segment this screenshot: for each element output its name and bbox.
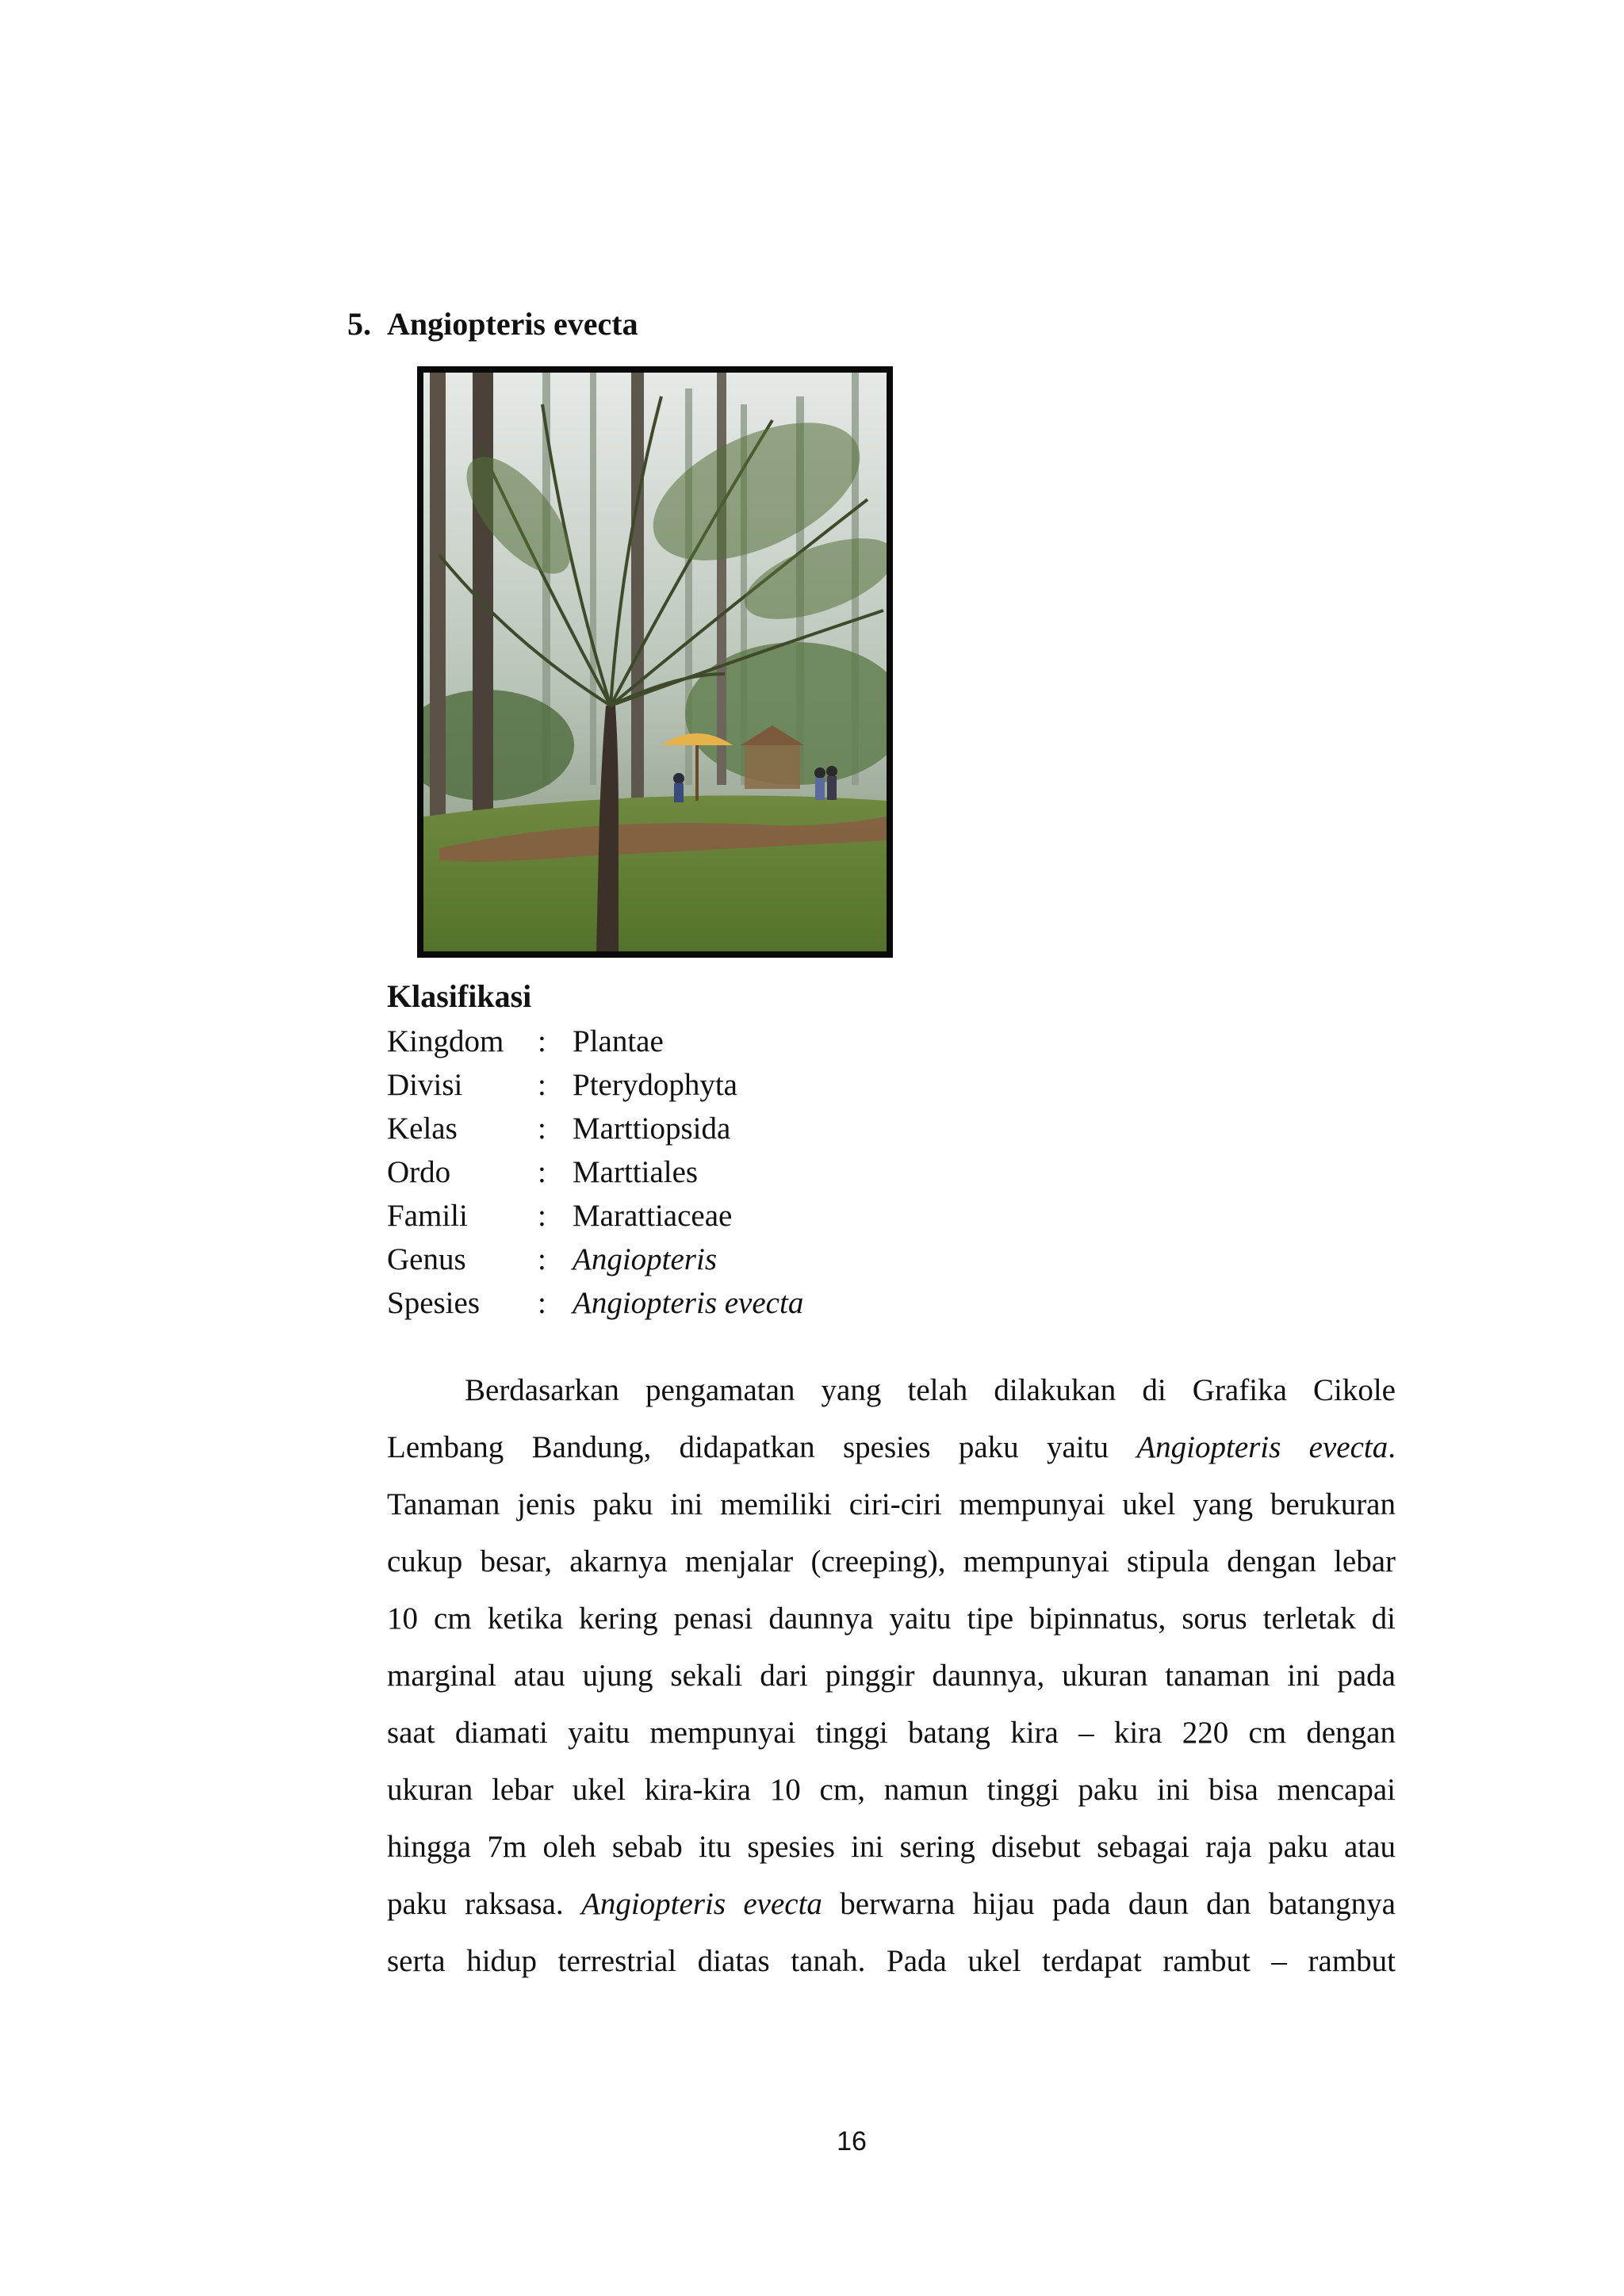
species-name-italic: Angiopteris evecta xyxy=(1136,1430,1388,1464)
paragraph-text: berwarna hijau pada daun dan batangnya xyxy=(822,1887,1396,1921)
fern-photo-illustration xyxy=(423,373,887,951)
classification-title: Klasifikasi xyxy=(387,978,532,1014)
classification-value: Marttiopsida xyxy=(573,1112,731,1146)
paragraph-line xyxy=(387,1876,1396,1933)
classification-colon: : xyxy=(538,1112,546,1146)
paragraph-text: Tanaman jenis paku ini memiliki ciri-ciri mempunyai ukel yang berukuran xyxy=(387,1487,1396,1521)
paragraph-text: serta hidup terrestrial diatas tanah. Pada ukel terdapat rambut – rambut xyxy=(387,1944,1396,1978)
classification-key: Ordo xyxy=(387,1155,451,1189)
paragraph-line xyxy=(387,1819,1396,1876)
paragraph-line xyxy=(387,1762,1396,1819)
section-title: Angiopteris evecta xyxy=(387,306,638,342)
classification-colon: : xyxy=(538,1024,546,1058)
classification-key: Divisi xyxy=(387,1068,463,1102)
page-number: 16 xyxy=(837,2126,867,2156)
paragraph-line xyxy=(387,1362,1396,1419)
paragraph-line xyxy=(387,1590,1396,1647)
classification-row xyxy=(387,1020,803,1063)
classification-colon: : xyxy=(538,1286,546,1320)
paragraph-text: hingga 7m oleh sebab itu spesies ini sering disebut sebagai raja paku atau xyxy=(387,1830,1396,1864)
classification-colon: : xyxy=(538,1199,546,1233)
species-name-italic: Angiopteris evecta xyxy=(581,1887,822,1921)
classification-value: Marttiales xyxy=(573,1155,699,1189)
paragraph-line xyxy=(387,1533,1396,1590)
paragraph-text: paku raksasa. xyxy=(387,1887,582,1921)
section-number: 5. xyxy=(347,306,371,342)
classification-colon: : xyxy=(538,1068,546,1102)
classification-value: Angiopteris xyxy=(573,1242,717,1276)
paragraph-text: Berdasarkan pengamatan yang telah dilakukan di Grafika Cikole xyxy=(465,1373,1396,1407)
paragraph-line xyxy=(387,1647,1396,1705)
classification-row xyxy=(387,1150,803,1194)
paragraph-text: Lembang Bandung, didapatkan spesies paku yaitu xyxy=(387,1430,1137,1464)
classification-key: Spesies xyxy=(387,1286,480,1320)
classification-value: Pterydophyta xyxy=(573,1068,737,1102)
paragraph-line xyxy=(387,1933,1396,1990)
paragraph-text: ukuran lebar ukel kira-kira 10 cm, namun tinggi paku ini bisa mencapai xyxy=(387,1773,1396,1807)
classification-row xyxy=(387,1107,803,1150)
classification-key: Famili xyxy=(387,1199,468,1233)
classification-key: Kingdom xyxy=(387,1024,504,1058)
classification-key: Genus xyxy=(387,1242,466,1276)
section-heading xyxy=(347,305,638,342)
paragraph-text: marginal atau ujung sekali dari pinggir daunnya, ukuran tanaman ini pada xyxy=(387,1659,1396,1693)
classification-value: Plantae xyxy=(573,1024,664,1058)
paragraph-line xyxy=(387,1419,1396,1476)
paragraph-text: cukup besar, akarnya menjalar (creeping), mempunyai stipula dengan lebar xyxy=(387,1544,1396,1578)
classification-key: Kelas xyxy=(387,1112,458,1146)
paragraph-line xyxy=(387,1705,1396,1762)
classification-value: Angiopteris evecta xyxy=(573,1286,804,1320)
classification-table xyxy=(387,1020,803,1325)
classification-row xyxy=(387,1281,803,1325)
description-paragraph xyxy=(387,1362,1396,1990)
classification-row xyxy=(387,1238,803,1281)
paragraph-line xyxy=(387,1476,1396,1533)
fern-photo xyxy=(417,366,893,958)
paragraph-text: . xyxy=(1388,1430,1396,1464)
classification-row xyxy=(387,1194,803,1238)
classification-row xyxy=(387,1063,803,1107)
classification-value: Marattiaceae xyxy=(573,1199,733,1233)
classification-colon: : xyxy=(538,1242,546,1276)
paragraph-text: 10 cm ketika kering penasi daunnya yaitu tipe bipinnatus, sorus terletak di xyxy=(387,1601,1396,1636)
classification-colon: : xyxy=(538,1155,546,1189)
paragraph-text: saat diamati yaitu mempunyai tinggi batang kira – kira 220 cm dengan xyxy=(387,1716,1396,1750)
